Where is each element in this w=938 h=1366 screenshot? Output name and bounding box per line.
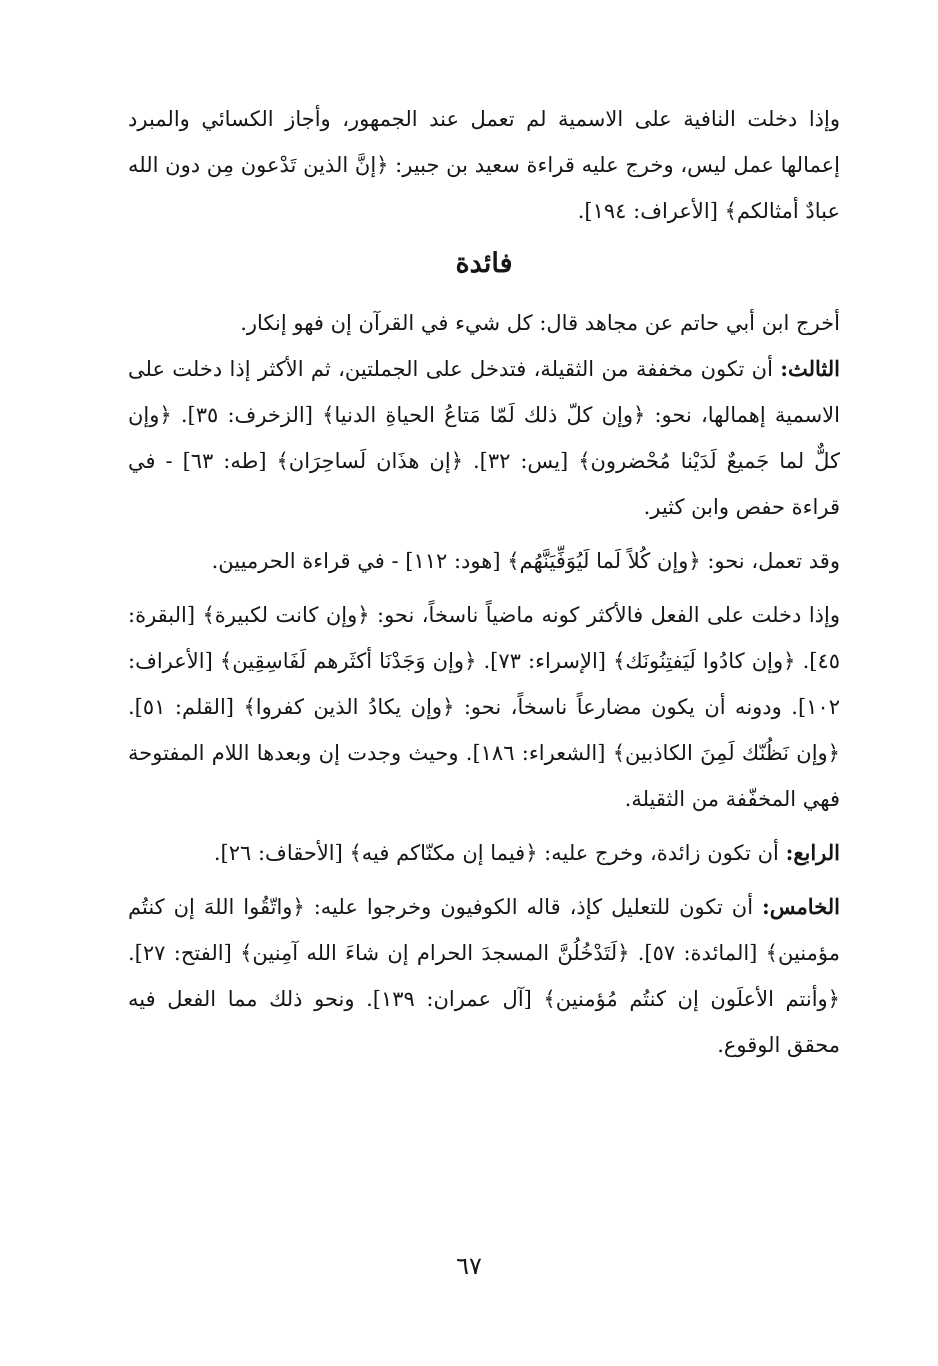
paragraph-4: وقد تعمل، نحو: ﴿وإن كُلاً لَما لَيُوَفِّيَنَّهُم﴾ [هود: ١١٢] - في قراءة الحرميين. <box>211 549 840 573</box>
label-fourth: الرابع: <box>785 840 840 865</box>
paragraph-fifth <box>128 884 840 1068</box>
paragraph-1: وإذا دخلت النافية على الاسمية لم تعمل عند الجمهور، وأجاز الكسائي والمبرد إعمالها عمل ليس، وخرج عليه قراءة سعيد بن جبير: ﴿إنَّ الذين تَدْعون مِن دون الله عبادٌ أمثالكم﴾ [الأعراف: ١٩٤]. <box>128 107 840 223</box>
text-fifth: أن تكون للتعليل كإذ، قاله الكوفيون وخرجوا عليه: ﴿واتّقُوا اللهَ إن كنتُم مؤمنين﴾ [المائدة: ٥٧]. ﴿لَتَدْخُلُنَّ المسجدَ الحرام إن شاءَ الله آمِنين﴾ [الفتح: ٢٧]. ﴿وأنتم الأعلَون إن كنتُم مُؤمنين﴾ [آل عمران: ١٣٩]. ونحو ذلك مما الفعل فيه محقق الوقوع. <box>128 895 840 1057</box>
text-fourth: أن تكون زائدة، وخرج عليه: ﴿فيما إن مكنّاكم فيه﴾ [الأحقاف: ٢٦]. <box>213 841 786 865</box>
text-third: أن تكون مخففة من الثقيلة، فتدخل على الجملتين، ثم الأكثر إذا دخلت على الاسمية إهمالها، نحو: ﴿وإن كلّ ذلك لَمّا مَتاعُ الحياةِ الدنيا﴾ [الزخرف: ٣٥]. ﴿وإن كلٌّ لما جَميعٌ لَدَيْنا مُحْضرون﴾ [يس: ٣٢]. ﴿إن هذَان لَساحِرَان﴾ [طه: ٦٣] - في قراءة حفص وابن كثير. <box>128 357 840 519</box>
paragraph-5: وإذا دخلت على الفعل فالأكثر كونه ماضياً ناسخاً، نحو: ﴿وإن كانت لكبيرة﴾ [البقرة: ٤٥]. ﴿وإن كادُوا لَيَفتِنُونَك﴾ [الإسراء: ٧٣]. ﴿وإن وَجَدْنَا أكثَرهم لَفَاسِقِين﴾ [الأعراف: ١٠٢]. ودونه أن يكون مضارعاً ناسخاً، نحو: ﴿وإن يكادُ الذين كفروا﴾ [القلم: ٥١]. ﴿وإن نَظُنّك لَمِنَ الكاذبين﴾ [الشعراء: ١٨٦]. وحيث وجدت إن وبعدها اللام المفتوحة فهي المخفّفة من الثقيلة. <box>128 603 840 811</box>
label-fifth: الخامس: <box>762 894 840 919</box>
page-number: ٦٧ <box>456 1252 482 1280</box>
label-third: الثالث: <box>780 356 840 381</box>
section-heading: فائدة <box>455 248 513 279</box>
paragraph-fourth <box>128 830 840 876</box>
paragraph-third <box>128 346 840 530</box>
page-body <box>128 96 840 1068</box>
paragraph-2: أخرج ابن أبي حاتم عن مجاهد قال: كل شيء في القرآن إن فهو إنكار. <box>240 311 840 335</box>
